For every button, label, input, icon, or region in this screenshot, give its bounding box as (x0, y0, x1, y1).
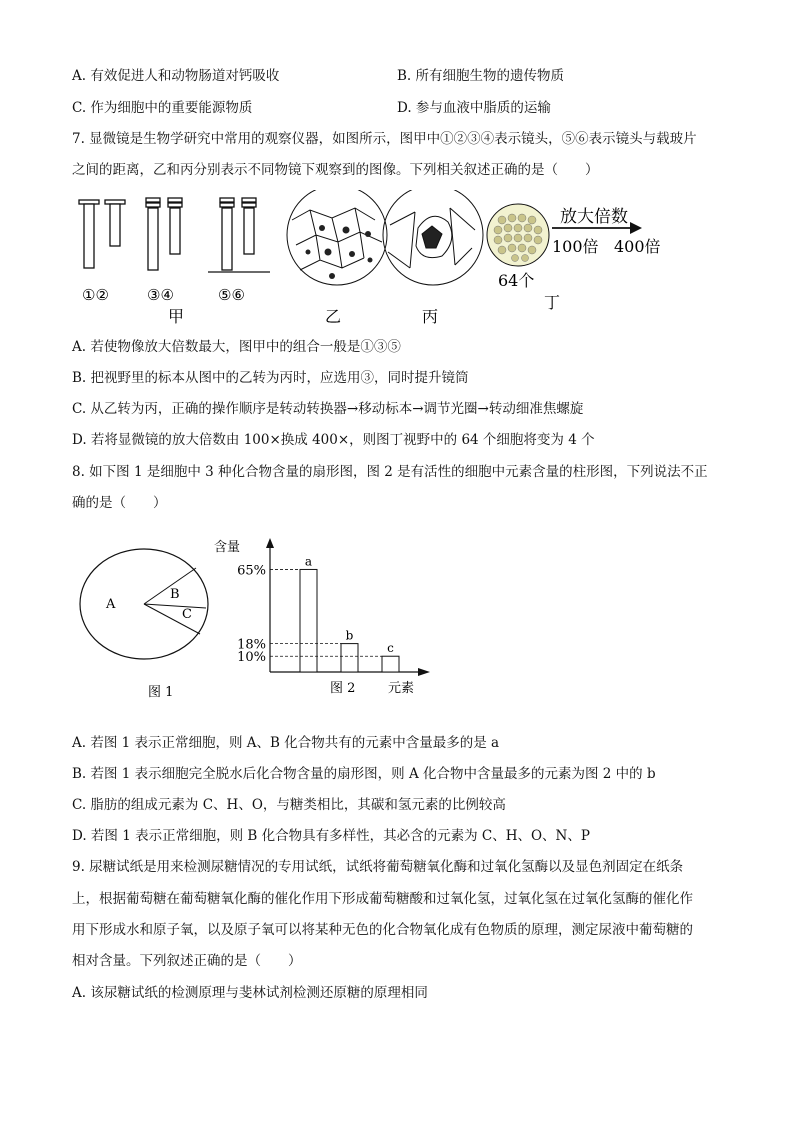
q7-stem-line2: 之间的距离，乙和丙分别表示不同物镜下观察到的图像。下列相关叙述正确的是（ ） (72, 162, 599, 178)
chart-xlabel: 元素 (388, 681, 415, 696)
bar-b (341, 644, 358, 672)
q9-line2: 上，根据葡萄糖在葡萄糖氧化酶的催化作用下形成葡萄糖酸和过氧化氢，过氧化氢在过氧化氢酶的催化作 (72, 891, 693, 907)
magnification-title: 放大倍数 (560, 207, 628, 227)
pie-label-a: A (106, 597, 116, 612)
label-ding: 丁 (544, 293, 561, 312)
q7-option-c: C. 从乙转为丙，正确的操作顺序是转动转换器→移动标本→调节光圈→转动细准焦螺旋 (72, 401, 584, 417)
q6-option-a: A. 有效促进人和动物肠道对钙吸收 (72, 68, 280, 84)
y-axis-arrow-icon (266, 538, 274, 548)
q8-stem-line1: 8. 如下图 1 是细胞中 3 种化合物含量的扇形图，图 2 是有活性的细胞中元素含量的柱形图，下列说法不正 (72, 464, 708, 480)
view-yi (287, 190, 387, 285)
objective-distance (208, 198, 270, 272)
y-tick-label: 10% (237, 650, 266, 666)
view-bing (383, 190, 483, 285)
q6-option-d: D. 参与血液中脂质的运输 (397, 100, 551, 116)
q8-option-b: B. 若图 1 表示细胞完全脱水后化合物含量的扇形图，则 A 化合物中含量最多的元素为图 2 中的 b (72, 766, 656, 782)
chart-ylabel: 含量 (214, 540, 241, 555)
q8-option-c: C. 脂肪的组成元素为 C、H、O，与糖类相比，其碳和氢元素的比例较高 (72, 797, 506, 813)
q6-option-c: C. 作为细胞中的重要能源物质 (72, 100, 253, 116)
view-ding (487, 204, 549, 266)
bar-label: b (345, 628, 354, 643)
microscope-figure (70, 190, 680, 340)
pie-label-c: C (182, 607, 192, 622)
x-axis-arrow-icon (418, 668, 430, 676)
y-tick-label: 18% (237, 637, 266, 653)
q7-option-d: D. 若将显微镜的放大倍数由 100×换成 400×，则图丁视野中的 64 个细胞将变为 4 个 (72, 432, 595, 448)
y-tick-label: 65% (237, 563, 266, 579)
q9-line3: 用下形成水和原子氧，以及原子氧可以将某种无色的化合物氧化成有色物质的原理，测定尿液中葡萄糖的 (72, 922, 693, 938)
bar-label: c (387, 641, 394, 656)
magnification-to: 400倍 (614, 237, 661, 256)
q8-stem-line2: 确的是（ ） (72, 495, 167, 511)
q7-stem-line1: 7. 显微镜是生物学研究中常用的观察仪器，如图所示，图甲中①②③④表示镜头，⑤⑥表示镜头与载玻片 (72, 131, 697, 147)
q9-option-a: A. 该尿糖试纸的检测原理与斐林试剂检测还原糖的原理相同 (72, 985, 428, 1001)
label-jia: 甲 (168, 307, 185, 326)
figure-2-caption: 图 2 (330, 681, 356, 696)
lens-label-56: ⑤⑥ (218, 286, 245, 304)
q9-line1: 9. 尿糖试纸是用来检测尿糖情况的专用试纸，试纸将葡萄糖氧化酶和过氧化氢酶以及显色剂固定在纸条 (72, 859, 684, 875)
figure-1-pie (78, 548, 218, 704)
lens-label-34: ③④ (147, 286, 174, 304)
lens-label-12: ①② (82, 286, 109, 304)
eyepiece-lenses (79, 200, 125, 268)
q6-option-b: B. 所有细胞生物的遗传物质 (397, 68, 565, 84)
pie-label-b: B (170, 587, 180, 602)
label-bing: 丙 (422, 307, 439, 326)
bar-label: a (304, 554, 313, 569)
figure-2-bar-chart (210, 534, 440, 704)
magnification-from: 100倍 (552, 237, 599, 256)
cell-count-label: 64个 (498, 271, 535, 290)
figure-1-caption: 图 1 (148, 685, 174, 700)
q8-option-a: A. 若图 1 表示正常细胞，则 A、B 化合物共有的元素中含量最多的是 a (72, 735, 500, 751)
objective-lenses (146, 198, 182, 270)
q7-option-a: A. 若使物像放大倍数最大，图甲中的组合一般是①③⑤ (72, 339, 401, 355)
label-yi: 乙 (325, 307, 342, 326)
arrow-head-icon (630, 222, 642, 234)
q8-option-d: D. 若图 1 表示正常细胞，则 B 化合物具有多样性，其必含的元素为 C、H、O、N、P (72, 828, 590, 844)
q7-option-b: B. 把视野里的标本从图中的乙转为丙时，应选用③，同时提升镜筒 (72, 370, 469, 386)
bar-c (382, 656, 399, 672)
q9-line4: 相对含量。下列叙述正确的是（ ） (72, 953, 302, 969)
